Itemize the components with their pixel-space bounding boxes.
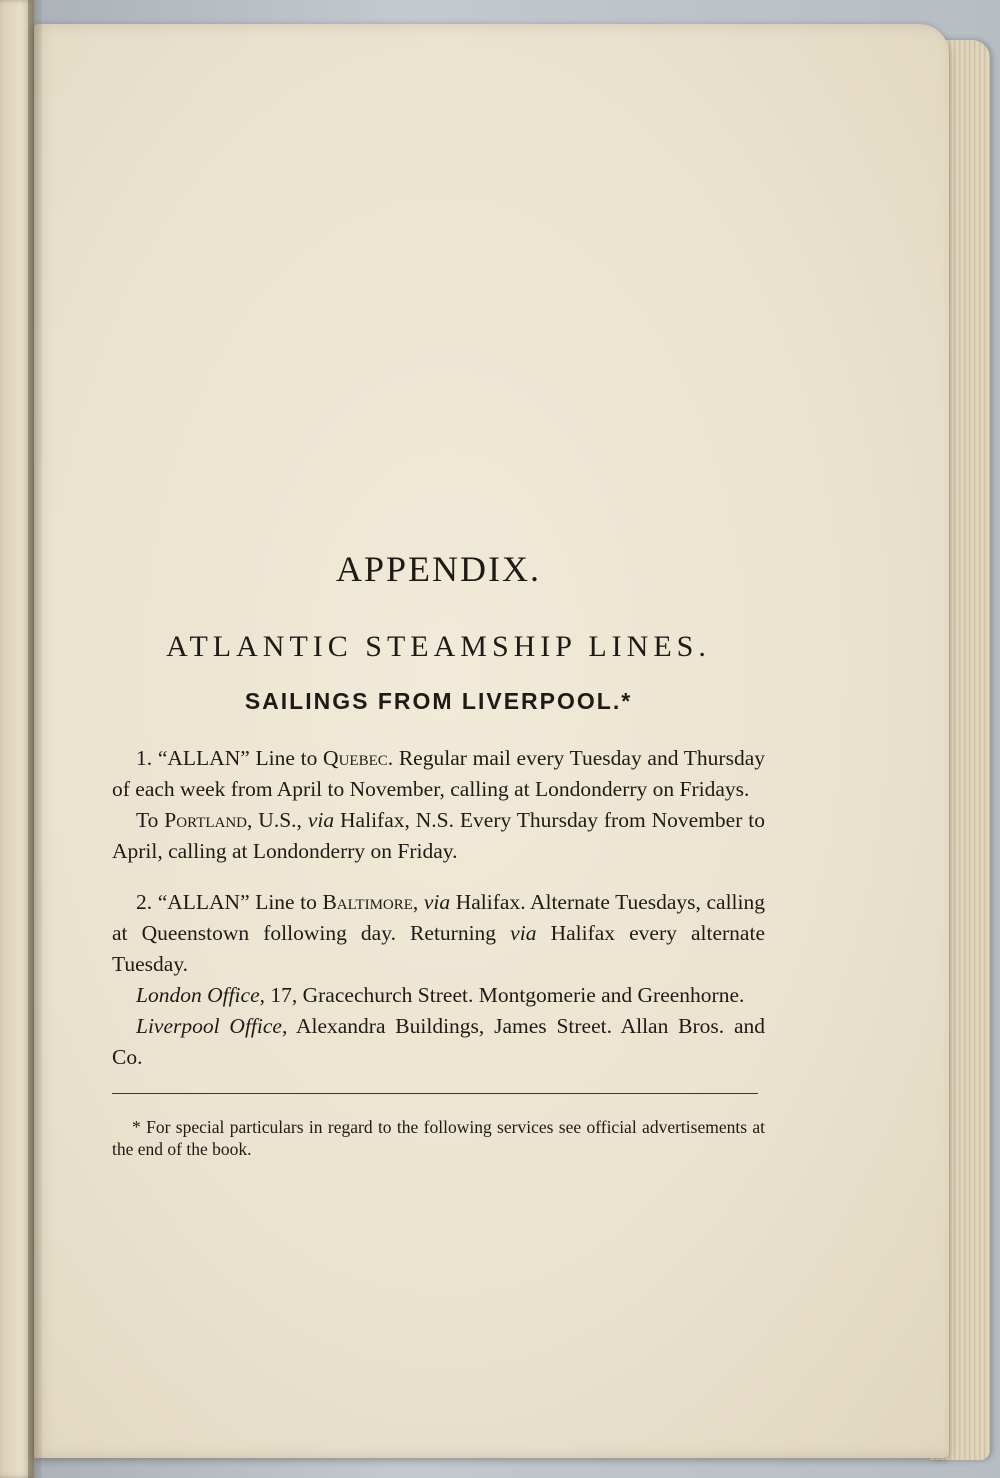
paragraph-allan-quebec: 1. “ALLAN” Line to Quebec. Regular mail every Tuesday and Thursday of each week from April to November, calling at Londonderry on Fridays. [112, 746, 765, 801]
footnote-rule [112, 1093, 758, 1094]
paragraph-allan-baltimore: 2. “ALLAN” Line to Baltimore, via Halifax. Alternate Tuesdays, calling at Queenstown following day. Returning via Halifax every alternate Tuesday. [112, 890, 766, 976]
paragraph-london-office: London Office, 17, Gracechurch Street. Montgomerie and Greenhorne. [136, 983, 745, 1007]
atlantic-lines-heading: ATLANTIC STEAMSHIP LINES. [166, 630, 711, 663]
sailings-heading: SAILINGS FROM LIVERPOOL.* [244, 688, 633, 714]
paragraph-liverpool-office: Liverpool Office, Alexandra Buildings, James Street. Allan Bros. and Co. [112, 1014, 765, 1069]
footnote: * For special particulars in regard to the following services see official advertisements at the end of the book. [112, 1117, 765, 1159]
paragraph-portland: To Portland, U.S., via Halifax, N.S. Every Thursday from November to April, calling at Londonderry on Friday. [112, 808, 765, 863]
appendix-heading: APPENDIX. [335, 549, 541, 589]
book-gutter [28, 0, 42, 1478]
page-content [112, 548, 765, 1160]
